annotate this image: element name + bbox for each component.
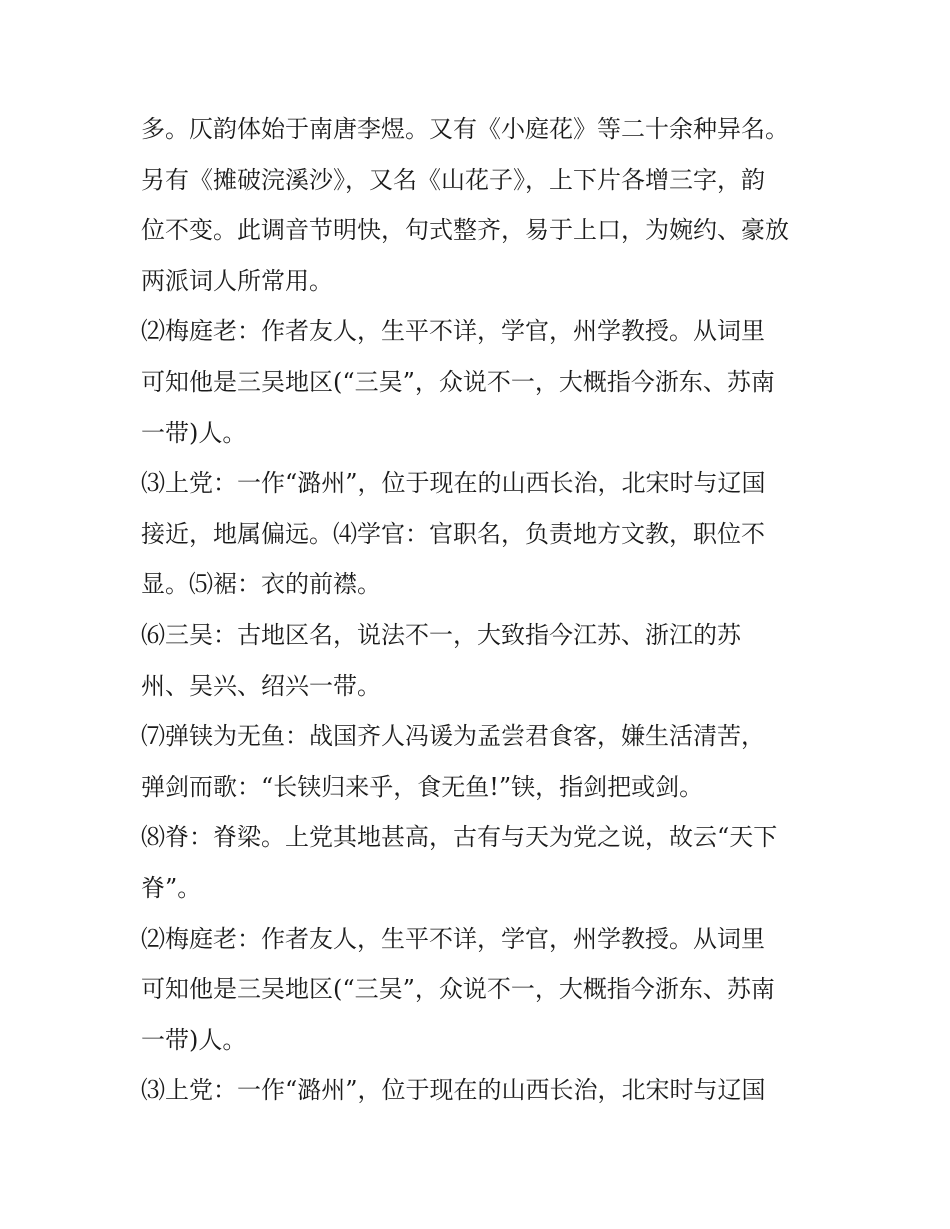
text-line: 可知他是三吴地区(“三吴”，众说不一，大概指今浙东、苏南	[141, 975, 775, 1004]
text-line: 弹剑而歌：“长铗归来乎，食无鱼!”铗，指剑把或剑。	[141, 772, 704, 801]
text-line: ⑵梅庭老：作者友人，生平不详，学官，州学教授。从词里	[141, 317, 765, 346]
text-line: 一带)人。	[141, 418, 247, 447]
text-line: 接近，地属偏远。⑷学官：官职名，负责地方文教，职位不	[141, 519, 765, 548]
text-line: 一带)人。	[141, 1025, 247, 1054]
text-line: 州、吴兴、绍兴一带。	[141, 671, 381, 700]
text-line: ⑻脊：脊梁。上党其地甚高，古有与天为党之说，故云“天下	[141, 823, 778, 852]
text-line: 另有《摊破浣溪沙》，又名《山花子》，上下片各增三字，韵	[141, 165, 765, 194]
text-line: 显。⑸裾：衣的前襟。	[141, 570, 381, 599]
text-line: 位不变。此调音节明快，句式整齐，易于上口，为婉约、豪放	[141, 216, 789, 245]
text-line: 可知他是三吴地区(“三吴”，众说不一，大概指今浙东、苏南	[141, 367, 775, 396]
document-body	[141, 104, 821, 1116]
text-line: 脊”。	[141, 873, 202, 902]
text-line: ⑹三吴：古地区名，说法不一，大致指今江苏、浙江的苏	[141, 620, 741, 649]
text-line: ⑺弹铗为无鱼：战国齐人冯谖为孟尝君食客，嫌生活清苦，	[141, 722, 765, 751]
text-line: ⑵梅庭老：作者友人，生平不详，学官，州学教授。从词里	[141, 924, 765, 953]
text-line: ⑶上党：一作“潞州”，位于现在的山西长治，北宋时与辽国	[141, 1076, 766, 1105]
text-line: 两派词人所常用。	[141, 266, 333, 295]
text-line: 多。仄韵体始于南唐李煜。又有《小庭花》等二十余种异名。	[141, 115, 789, 143]
text-line: ⑶上党：一作“潞州”，位于现在的山西长治，北宋时与辽国	[141, 469, 766, 498]
